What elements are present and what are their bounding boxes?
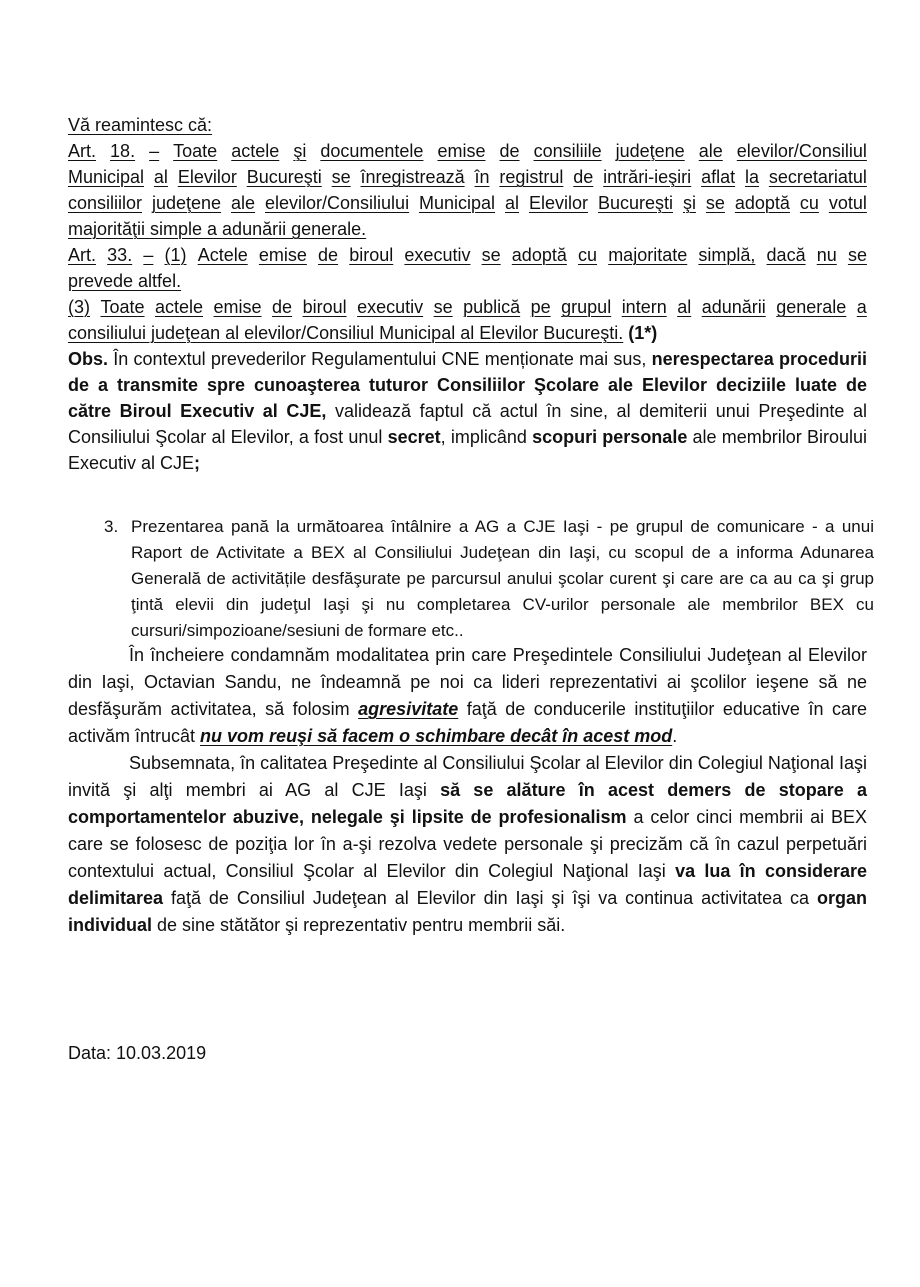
word: biroul: [302, 297, 347, 317]
article-33: [68, 242, 867, 346]
word: executiv: [357, 297, 424, 317]
word: ale: [698, 141, 723, 161]
word: emise: [437, 141, 486, 161]
signatory-paragraph: [68, 750, 867, 939]
word: emise: [258, 245, 307, 265]
word: dacă: [766, 245, 806, 265]
article-33-paragraph-3-text: consiliului judeţean al elevilor/Consiliul Municipal al Elevilor Bucureşti.: [68, 323, 624, 343]
word: actele: [155, 297, 204, 317]
word: şi: [293, 141, 307, 161]
word: registrul: [499, 167, 564, 187]
word: (3): [68, 297, 90, 317]
word: cu: [799, 193, 819, 213]
article-18-line: [68, 190, 867, 216]
conclusion-text: faţă de conducerile instituţiilor educative în care activăm întrucât: [68, 699, 867, 746]
list-item-number: 3.: [104, 517, 119, 536]
word: se: [847, 245, 867, 265]
word: cu: [578, 245, 598, 265]
reminder-section: [68, 112, 867, 476]
word: de: [272, 297, 293, 317]
list-item: [104, 514, 874, 644]
conclusion-text: .: [672, 726, 678, 746]
word: Actele: [197, 245, 248, 265]
conclusion-emphasis: nu vom reuşi să facem o schimbare decât în acest mod: [200, 726, 673, 746]
word: Bucureşti: [597, 193, 674, 213]
obs-bold-text: secret: [387, 427, 441, 447]
word: publică: [463, 297, 521, 317]
word: aflat: [701, 167, 736, 187]
article-18-line: majorităţii simple a adunării generale.: [68, 219, 367, 239]
word: se: [331, 167, 351, 187]
word: Art.: [68, 245, 97, 265]
word: –: [143, 245, 154, 265]
obs-bold-text: scopuri personale: [532, 427, 688, 447]
word: şi: [682, 193, 696, 213]
signatory-text: Subsemnata, în calitatea Preşedinte al Consiliului Şcolar al Elevilor din Colegiul Naţional Iaşi invită şi alţi membri ai AG al CJE Iaşi: [68, 753, 867, 800]
conclusion-emphasis: agresivitate: [358, 699, 459, 719]
word: nu: [816, 245, 837, 265]
word: se: [433, 297, 453, 317]
word: Elevilor: [177, 167, 237, 187]
word: elevilor/Consiliul: [736, 141, 867, 161]
word: pe: [530, 297, 551, 317]
word: de: [318, 245, 339, 265]
signatory-bold-text: să se alăture în acest demers de stopare a comportamentelor abuzive, nelegale şi lipsite de profesionalism: [68, 780, 867, 827]
word: –: [149, 141, 160, 161]
signatory-text: faţă de Consiliul Judeţean al Elevilor din Iaşi şi îşi va continua activitatea ca: [163, 888, 817, 908]
word: Municipal: [68, 167, 145, 187]
word: intrări-ieşiri: [603, 167, 692, 187]
obs-text: , implicând: [440, 427, 533, 447]
word: Elevilor: [528, 193, 589, 213]
reminder-heading: Vă reamintesc că:: [68, 115, 213, 135]
word: biroul: [349, 245, 394, 265]
word: executiv: [404, 245, 471, 265]
article-18-line: [68, 164, 867, 190]
word: a: [856, 297, 867, 317]
word: ale: [231, 193, 256, 213]
word: actele: [231, 141, 280, 161]
signatory-bold-text: va lua în considerare delimitarea: [68, 861, 867, 908]
obs-text: În contextul prevederilor Regulamentului CNE menționate mai sus,: [108, 349, 652, 369]
article-18-line: [68, 138, 867, 164]
word: în: [474, 167, 490, 187]
signatory-text: de sine stătător şi reprezentativ pentru membrii săi.: [152, 915, 566, 935]
word: se: [481, 245, 501, 265]
word: (1): [164, 245, 187, 265]
word: judeţene: [615, 141, 685, 161]
word: la: [744, 167, 759, 187]
word: Toate: [100, 297, 145, 317]
article-33-paragraph-3-line: [68, 294, 867, 320]
word: intern: [621, 297, 667, 317]
word: de: [573, 167, 594, 187]
signatory-text: a celor cinci membrii ai BEX care se folosesc de poziţia lor în a-şi rezolva vedete personale şi precizăm că în cazul perpetuări contextului actual, Consiliul Şcolar al Elevilor din Colegiul Naţional Iaşi: [68, 807, 867, 881]
word: judeţene: [151, 193, 222, 213]
word: simplă,: [698, 245, 756, 265]
article-33-line: prevede altfel.: [68, 271, 182, 291]
obs-text: validează faptul că actul în sine, al demiterii unui Preşedinte al Consiliului Şcolar al Elevilor, a fost unul: [68, 401, 867, 447]
word: generale: [776, 297, 847, 317]
word: al: [153, 167, 168, 187]
word: 18.: [110, 141, 136, 161]
list-item-text: Prezentarea pană la următoarea întâlnire a AG a CJE Iaşi - pe grupul de comunicare - a unui Raport de Activitate a BEX al Consiliului Judeţean din Iaşi, cu scopul de a informa Adunarea Generală de activitățile desfăşurate pe parcursul anului şcolar curent şi care are ca au ca şi grup ţintă elevii din judeţul Iaşi şi nu completarea CV-urilor personale ale membrilor BEX cu cursuri/simpozioane/sesiuni de formare etc..: [131, 517, 874, 640]
word: documentele: [320, 141, 424, 161]
word: votul: [828, 193, 867, 213]
conclusion-section: [68, 642, 867, 939]
article-33-paragraph-3-line: [68, 320, 867, 346]
observation-paragraph: [68, 346, 867, 476]
obs-text: ale membrilor Biroului Executiv al CJE: [68, 427, 867, 473]
word: emise: [213, 297, 262, 317]
word: al: [505, 193, 520, 213]
conclusion-text: În încheiere condamnăm modalitatea prin care Preşedintele Consiliului Judeţean al Elevilor din Iaşi, Octavian Sandu, ne îndeamnă pe noi ca lideri reprezentativi ai şcolilor ieşene să ne desfăşurăm activitatea, să folosim: [68, 645, 867, 719]
word: al: [677, 297, 692, 317]
word: 33.: [107, 245, 133, 265]
conclusion-paragraph: [68, 642, 867, 750]
word: Art.: [68, 141, 97, 161]
word: înregistrează: [360, 167, 465, 187]
word: secretariatul: [768, 167, 867, 187]
obs-bold-text: nerespectarea procedurii de a transmite spre cunoaşterea tuturor Consiliilor Şcolare ale Elevilor deciziile luate de către Biroul Executiv al CJE,: [68, 349, 867, 421]
word: de: [499, 141, 520, 161]
article-18: [68, 138, 867, 242]
obs-bold-text: ;: [194, 453, 201, 473]
word: grupul: [561, 297, 612, 317]
footnote-reference: (1*): [628, 323, 658, 343]
word: se: [705, 193, 725, 213]
word: elevilor/Consiliului: [265, 193, 410, 213]
word: Bucureşti: [246, 167, 322, 187]
word: adoptă: [734, 193, 790, 213]
word: adoptă: [511, 245, 567, 265]
word: consiliilor: [68, 193, 143, 213]
article-33-line: [68, 242, 867, 268]
document-date: Data: 10.03.2019: [68, 1043, 207, 1063]
word: Municipal: [419, 193, 496, 213]
obs-label: Obs.: [68, 349, 109, 369]
word: consiliile: [533, 141, 602, 161]
signatory-bold-text: organ individual: [68, 888, 867, 935]
word: majoritate: [608, 245, 688, 265]
word: adunării: [701, 297, 766, 317]
word: Toate: [173, 141, 218, 161]
